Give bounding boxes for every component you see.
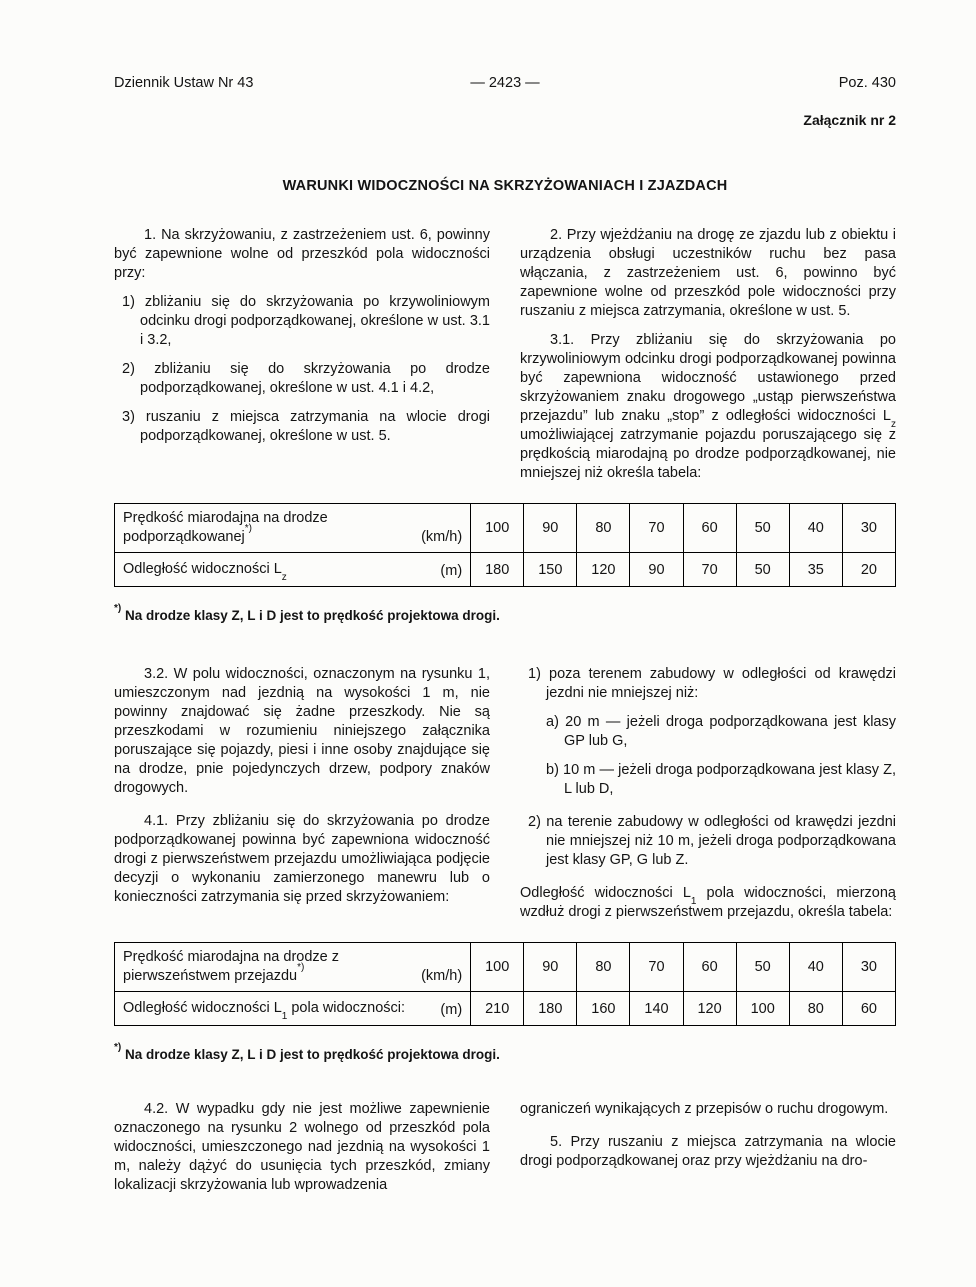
- intro-right-column: [520, 226, 896, 483]
- table1-speed-value: 100: [471, 504, 524, 553]
- table2-speed-label-cell: [115, 943, 471, 992]
- list-item-b: b) 10 m — jeżeli droga podporządkowana jest klasy Z, L lub D,: [546, 762, 896, 797]
- lz-subscript: z: [891, 418, 896, 430]
- table1-distance-value: 180: [471, 553, 524, 587]
- table1-speed-label-cell: [115, 504, 471, 553]
- paragraph-L1-text: Odległość widoczności L: [520, 885, 691, 901]
- table2-distance-value: 60: [842, 992, 895, 1026]
- table1-footnote: [114, 602, 896, 625]
- section-intro: [114, 226, 896, 483]
- table1-speed-label-text: Prędkość miarodajna na drodze podporządkowanej: [123, 510, 328, 545]
- paragraph-2: 2. Przy wjeżdżaniu na drogę ze zjazdu lub z obiektu i urządzenia obsługi uczestników ruchu bez pasa włączania, z zastrzeżeniem ust. 6, powinno być zapewnione wolne od przeszkód pole widoczności przy ruszaniu z miejsca zatrzymania, określone w ust. 5.: [520, 227, 896, 319]
- table1-distance-value: 35: [789, 553, 842, 587]
- mid-left-column: [114, 665, 490, 922]
- list-item-in-built-up: 2) na terenie zabudowy w odległości od krawędzi jezdni nie mniejszej niż 10 m, jeżeli droga podporządkowana jest klasy GP, G lub Z.: [528, 814, 896, 868]
- intro-left-column: [114, 226, 490, 483]
- table1-footnote-text: Na drodze klasy Z, L i D jest to prędkość projektowa drogi.: [121, 608, 500, 623]
- table1-speed-value: 90: [524, 504, 577, 553]
- bottom-right-column: [520, 1100, 896, 1195]
- table2-speed-unit: (km/h): [421, 968, 463, 984]
- table1-speed-value: 60: [683, 504, 736, 553]
- table2-distance-label-text: Odległość widoczności L: [123, 1000, 282, 1016]
- table2-distance-value: 160: [577, 992, 630, 1026]
- position-number: Poz. 430: [838, 75, 897, 91]
- table2-distance-value: 140: [630, 992, 683, 1026]
- paragraph-L1-distance: [520, 884, 896, 922]
- paragraph-4-2-continuation: ograniczeń wynikających z przepisów o ruchu drogowym.: [520, 1101, 889, 1117]
- table1-distance-row: [115, 553, 896, 587]
- table2-speed-label: [123, 949, 339, 984]
- table2-speed-value: 40: [789, 943, 842, 992]
- document-title: WARUNKI WIDOCZNOŚCI NA SKRZYŻOWANIACH I ZJAZDACH: [282, 178, 728, 194]
- mid-right-column: [520, 665, 896, 922]
- table2-speed-value: 90: [524, 943, 577, 992]
- section-bottom: [114, 1100, 896, 1195]
- page-number: — 2423 —: [470, 75, 540, 91]
- table1-speed-value: 70: [630, 504, 683, 553]
- table1-speed-value: 30: [842, 504, 895, 553]
- paragraph-1: 1. Na skrzyżowaniu, z zastrzeżeniem ust. 6, powinny być zapewnione wolne od przeszkód pola widoczności przy:: [114, 227, 490, 281]
- section-mid: [114, 665, 896, 922]
- list-item-1: 1) zbliżaniu się do skrzyżowania po krzywoliniowym odcinku drogi podporządkowanej, określone w ust. 3.1 i 3.2,: [122, 294, 490, 348]
- table1-distance-label-text: Odległość widoczności L: [123, 561, 282, 577]
- table1-distance-value: 50: [736, 553, 789, 587]
- table2-speed-label-text: Prędkość miarodajna na drodze z pierwszeństwem przejazdu: [123, 949, 340, 984]
- table1-speed-value: 80: [577, 504, 630, 553]
- table2-footnote-text: Na drodze klasy Z, L i D jest to prędkość projektowa drogi.: [121, 1047, 500, 1062]
- table2-footnote: [114, 1041, 896, 1064]
- lz-subscript-table: z: [281, 571, 287, 583]
- paragraph-L1-text-cont: pola widoczności, mierzoną wzdłuż drogi z pierwszeństwem przejazdu, określa tabela:: [520, 885, 896, 920]
- table1-speed-unit: (km/h): [421, 529, 463, 545]
- table2-footnote-marker: *): [297, 962, 305, 974]
- table1-speed-value: 50: [736, 504, 789, 553]
- table1-footnote-sup: *): [114, 602, 122, 614]
- table1-distance-unit: (m): [440, 563, 463, 579]
- list-item-3: 3) ruszaniu z miejsca zatrzymania na wlocie drogi podporządkowanej, określone w ust. 5.: [122, 409, 490, 444]
- table1-distance-value: 90: [630, 553, 683, 587]
- table2-speed-value: 80: [577, 943, 630, 992]
- paragraph-4-1: 4.1. Przy zbliżaniu się do skrzyżowania po drodze podporządkowanej powinna być zapewniona widoczność drogi z pierwszeństwem przejazdu umożliwiająca podjęcie decyzji o wykonaniu zamierzonego manewru lub o konieczności zatrzymania się przed skrzyżowaniem:: [114, 813, 490, 905]
- paragraph-3-1-text-cont: umożliwiającej zatrzymanie pojazdu poruszającego się z prędkością miarodajną po drodze podporządkowanej, nie mniejszej niż określa tabela:: [520, 427, 896, 481]
- table2-speed-value: 30: [842, 943, 895, 992]
- table1-distance-value: 20: [842, 553, 895, 587]
- table2-distance-label-text-cont: pola widoczności:: [287, 1000, 406, 1016]
- table1-speed-row: [115, 504, 896, 553]
- paragraph-4-2: 4.2. W wypadku gdy nie jest możliwe zapewnienie oznaczonego na rysunku 2 wolnego od przeszkód pola widoczności, umieszczonego nad jezdnią na wysokości 1 m, należy dążyć do usunięcia tych przeszkód, zmiany lokalizacji skrzyżowania lub wprowadzenia: [114, 1101, 490, 1193]
- visibility-distance-table-2: [114, 942, 896, 1026]
- table2-distance-value: 100: [736, 992, 789, 1026]
- l1-subscript-table: 1: [281, 1010, 288, 1022]
- table2-distance-value: 120: [683, 992, 736, 1026]
- table1-distance-label: [123, 561, 287, 583]
- bottom-left-column: [114, 1100, 490, 1195]
- paragraph-3-2: 3.2. W polu widoczności, oznaczonym na rysunku 1, umieszczonym nad jezdnią na wysokości 1 m, nie powinny znajdować się żadne przeszkody. Nie są przeszkodami w rozumieniu niniejszego załącznika poruszające się pojazdy, piesi i inne osoby znajdujące się na drodze, pnie pojedynczych drzew, podpory znaków drogowych.: [114, 666, 490, 796]
- list-item-a: a) 20 m — jeżeli droga podporządkowana jest klasy GP lub G,: [546, 714, 896, 749]
- table2-distance-unit: (m): [440, 1002, 463, 1018]
- l1-subscript: 1: [690, 895, 697, 907]
- journal-name: Dziennik Ustaw Nr 43: [114, 75, 254, 91]
- table2-footnote-sup: *): [114, 1041, 122, 1053]
- table1-distance-value: 150: [524, 553, 577, 587]
- list-item-outside-built-up: 1) poza terenem zabudowy w odległości od krawędzi jezdni nie mniejszej niż:: [528, 666, 896, 701]
- table2-speed-value: 100: [471, 943, 524, 992]
- table1-speed-value: 40: [789, 504, 842, 553]
- table1-distance-value: 120: [577, 553, 630, 587]
- table2-distance-value: 180: [524, 992, 577, 1026]
- table1-distance-label-cell: [115, 553, 471, 587]
- table2-distance-value: 210: [471, 992, 524, 1026]
- running-head: [114, 74, 896, 93]
- table2-distance-row: [115, 992, 896, 1026]
- list-item-2: 2) zbliżaniu się do skrzyżowania po drodze podporządkowanej, określone w ust. 4.1 i 4.2,: [122, 361, 490, 396]
- paragraph-3-1-text: 3.1. Przy zbliżaniu się do skrzyżowania po krzywoliniowym odcinku drogi podporządkowanej powinna być zapewniona widoczność ustawionego przed skrzyżowaniem znaku drogowego „ustąp pierwszeństwa przejazdu” lub znaku „stop” z odległości widoczności L: [520, 332, 896, 424]
- table1-footnote-marker: *): [244, 523, 252, 535]
- table2-distance-label: [123, 1000, 406, 1022]
- table1-distance-value: 70: [683, 553, 736, 587]
- table2-distance-value: 80: [789, 992, 842, 1026]
- table2-speed-value: 70: [630, 943, 683, 992]
- table2-speed-row: [115, 943, 896, 992]
- table1-speed-label: [123, 510, 328, 545]
- table2-speed-value: 60: [683, 943, 736, 992]
- attachment-label: Załącznik nr 2: [803, 112, 896, 128]
- table2-distance-label-cell: [115, 992, 471, 1026]
- table2-speed-value: 50: [736, 943, 789, 992]
- paragraph-5: 5. Przy ruszaniu z miejsca zatrzymania na wlocie drogi podporządkowanej oraz przy wjeżdżaniu na dro-: [520, 1134, 896, 1169]
- paragraph-3-1: [520, 331, 896, 483]
- visibility-distance-table-1: [114, 503, 896, 587]
